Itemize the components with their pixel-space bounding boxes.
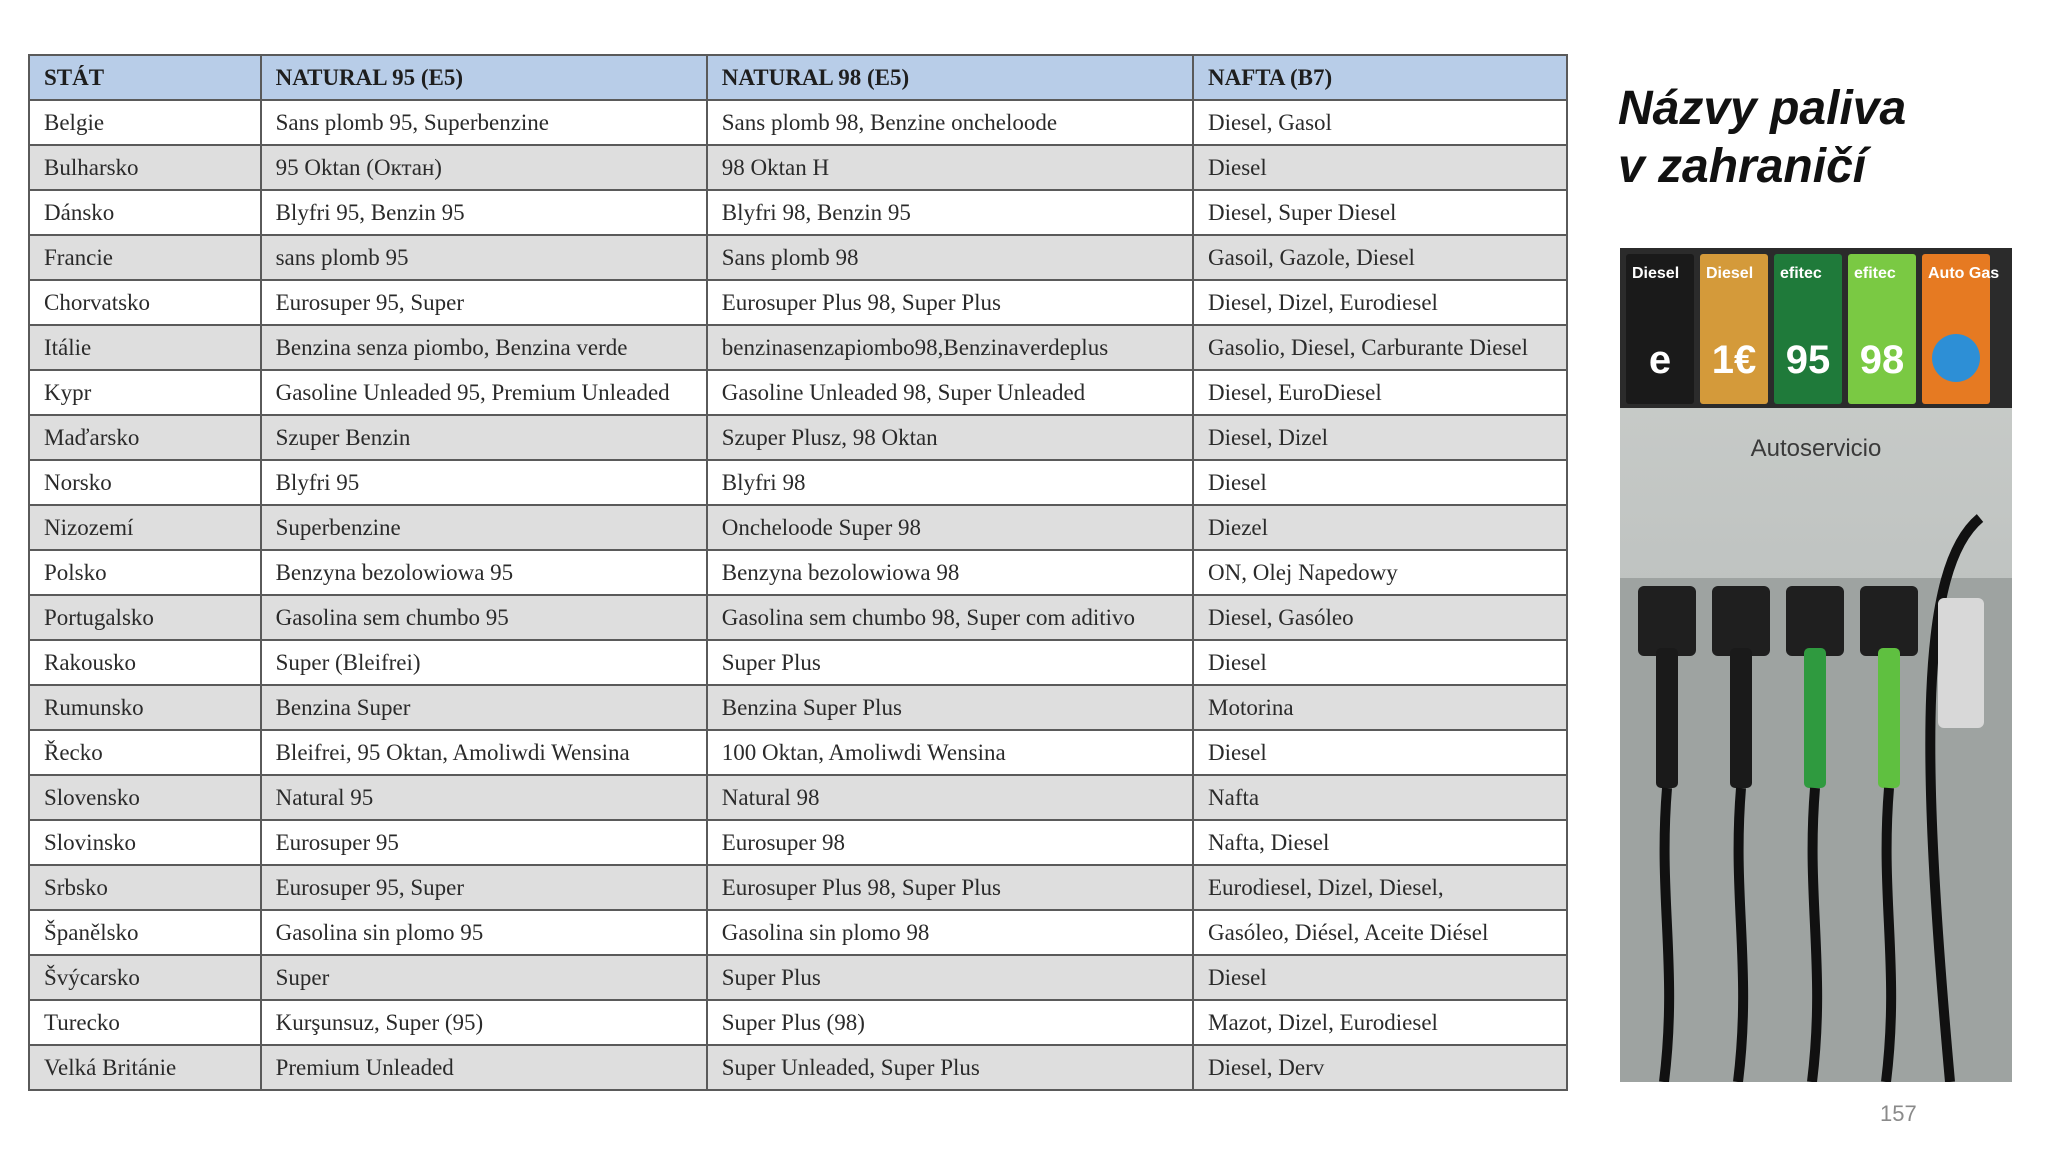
fuel-name-cell: Bleifrei, 95 Oktan, Amoliwdi Wensina — [261, 730, 707, 775]
fuel-label-name: Diesel — [1632, 265, 1680, 282]
fuel-name-cell: Mazot, Dizel, Eurodiesel — [1193, 1000, 1567, 1045]
fuel-label-name: Diesel — [1706, 265, 1754, 282]
fuel-label-number: 98 — [1859, 338, 1905, 382]
fuel-name-cell: Gasolina sin plomo 98 — [707, 910, 1193, 955]
fuel-name-cell: Benzyna bezolowiowa 98 — [707, 550, 1193, 595]
table-row — [29, 190, 1567, 235]
country-cell: Velká Británie — [29, 1045, 261, 1090]
fuel-nozzle — [1656, 648, 1678, 788]
country-cell: Srbsko — [29, 865, 261, 910]
fuel-name-cell: Gasoil, Gazole, Diesel — [1193, 235, 1567, 280]
fuel-name-cell: Eurosuper Plus 98, Super Plus — [707, 865, 1193, 910]
table-row — [29, 280, 1567, 325]
table-row — [29, 775, 1567, 820]
fuel-name-cell: Szuper Benzin — [261, 415, 707, 460]
fuel-name-cell: Super Plus — [707, 640, 1193, 685]
fuel-name-cell: Super — [261, 955, 707, 1000]
fuel-name-cell: Gasolina sem chumbo 95 — [261, 595, 707, 640]
country-cell: Belgie — [29, 100, 261, 145]
table-row — [29, 370, 1567, 415]
table-row — [29, 1045, 1567, 1090]
fuel-pump-illustration — [1620, 248, 2012, 1082]
fuel-label-number: e — [1648, 338, 1672, 382]
nozzle-holster — [1786, 586, 1844, 656]
fuel-name-cell: Eurosuper 95, Super — [261, 280, 707, 325]
fuel-name-cell: Diesel, Dizel, Eurodiesel — [1193, 280, 1567, 325]
fuel-name-cell: Diesel — [1193, 730, 1567, 775]
title-line-1: Názvy paliva — [1618, 82, 1907, 135]
country-cell: Francie — [29, 235, 261, 280]
fuel-name-cell: Gasóleo, Diésel, Aceite Diésel — [1193, 910, 1567, 955]
fuel-name-cell: Sans plomb 98, Benzine oncheloode — [707, 100, 1193, 145]
fuel-name-cell: Blyfri 98, Benzin 95 — [707, 190, 1193, 235]
fuel-name-cell: Diesel, EuroDiesel — [1193, 370, 1567, 415]
fuel-name-cell: Super (Bleifrei) — [261, 640, 707, 685]
fuel-hose — [1886, 788, 1891, 1082]
country-cell: Dánsko — [29, 190, 261, 235]
fuel-name-cell: Eurosuper Plus 98, Super Plus — [707, 280, 1193, 325]
table-header-row — [29, 55, 1567, 100]
fuel-label-number: 1€ — [1711, 338, 1757, 382]
fuel-name-cell: Eurosuper 98 — [707, 820, 1193, 865]
country-cell: Rumunsko — [29, 685, 261, 730]
fuel-name-cell: benzinasenzapiombo98,Benzinaverdeplus — [707, 325, 1193, 370]
fuel-name-cell: Sans plomb 98 — [707, 235, 1193, 280]
fuel-name-cell: Benzina senza piombo, Benzina verde — [261, 325, 707, 370]
country-cell: Řecko — [29, 730, 261, 775]
table-row — [29, 865, 1567, 910]
column-header: STÁT — [29, 55, 261, 100]
table-row — [29, 235, 1567, 280]
country-cell: Portugalsko — [29, 595, 261, 640]
table-row — [29, 640, 1567, 685]
fuel-name-cell: Szuper Plusz, 98 Oktan — [707, 415, 1193, 460]
country-cell: Maďarsko — [29, 415, 261, 460]
fuel-label-name: Auto Gas — [1928, 265, 2000, 282]
fuel-label-number: 95 — [1785, 338, 1831, 382]
table-row — [29, 1000, 1567, 1045]
country-cell: Kypr — [29, 370, 261, 415]
fuel-name-cell: Eurosuper 95 — [261, 820, 707, 865]
globe-icon — [1932, 334, 1980, 382]
fuel-name-cell: Diesel — [1193, 955, 1567, 1000]
fuel-name-cell: Super Plus (98) — [707, 1000, 1193, 1045]
fuel-name-cell: Gasoline Unleaded 98, Super Unleaded — [707, 370, 1193, 415]
country-cell: Španělsko — [29, 910, 261, 955]
table-row — [29, 595, 1567, 640]
fuel-label-name: efitec — [1780, 265, 1822, 282]
slide-title — [1618, 80, 2018, 196]
country-cell: Norsko — [29, 460, 261, 505]
fuel-name-cell: Diesel — [1193, 640, 1567, 685]
table-row — [29, 505, 1567, 550]
table-row — [29, 325, 1567, 370]
fuel-name-cell: Natural 98 — [707, 775, 1193, 820]
page-number: 157 — [1880, 1101, 1917, 1126]
table-row — [29, 415, 1567, 460]
fuel-hose — [1812, 788, 1817, 1082]
fuel-name-cell: Super Unleaded, Super Plus — [707, 1045, 1193, 1090]
fuel-nozzle — [1878, 648, 1900, 788]
fuel-name-cell: Diezel — [1193, 505, 1567, 550]
fuel-name-cell: Diesel — [1193, 145, 1567, 190]
fuel-name-cell: Diesel, Derv — [1193, 1045, 1567, 1090]
country-cell: Itálie — [29, 325, 261, 370]
fuel-nozzle — [1804, 648, 1826, 788]
fuel-name-cell: Blyfri 95 — [261, 460, 707, 505]
table-row — [29, 685, 1567, 730]
country-cell: Slovinsko — [29, 820, 261, 865]
table-row — [29, 100, 1567, 145]
table-row — [29, 820, 1567, 865]
fuel-label-name: efitec — [1854, 265, 1896, 282]
title-line-2: v zahraničí — [1618, 140, 1867, 193]
table-row — [29, 955, 1567, 1000]
fuel-name-cell: sans plomb 95 — [261, 235, 707, 280]
column-header: NAFTA (B7) — [1193, 55, 1567, 100]
fuel-name-cell: 100 Oktan, Amoliwdi Wensina — [707, 730, 1193, 775]
pump-sign-text: Autoservicio — [1750, 435, 1882, 462]
fuel-name-cell: Benzyna bezolowiowa 95 — [261, 550, 707, 595]
nozzle-holster — [1638, 586, 1696, 656]
fuel-name-cell: Diesel, Gasol — [1193, 100, 1567, 145]
fuel-name-cell: Kurşunsuz, Super (95) — [261, 1000, 707, 1045]
table-row — [29, 145, 1567, 190]
fuel-name-cell: Oncheloode Super 98 — [707, 505, 1193, 550]
fuel-nozzle — [1730, 648, 1752, 788]
table-row — [29, 910, 1567, 955]
fuel-name-cell: Gasoline Unleaded 95, Premium Unleaded — [261, 370, 707, 415]
table-row — [29, 550, 1567, 595]
country-cell: Turecko — [29, 1000, 261, 1045]
country-cell: Nizozemí — [29, 505, 261, 550]
fuel-name-cell: Benzina Super — [261, 685, 707, 730]
country-cell: Bulharsko — [29, 145, 261, 190]
fuel-pump-photo — [1620, 248, 2012, 1082]
fuel-name-cell: Blyfri 95, Benzin 95 — [261, 190, 707, 235]
fuel-name-cell: Blyfri 98 — [707, 460, 1193, 505]
nozzle-holster — [1712, 586, 1770, 656]
column-header: NATURAL 98 (E5) — [707, 55, 1193, 100]
fuel-name-cell: Premium Unleaded — [261, 1045, 707, 1090]
table-row — [29, 460, 1567, 505]
fuel-name-cell: Natural 95 — [261, 775, 707, 820]
fuel-name-cell: Super Plus — [707, 955, 1193, 1000]
table-row — [29, 730, 1567, 775]
fuel-name-cell: Gasolina sem chumbo 98, Super com aditivo — [707, 595, 1193, 640]
fuel-name-cell: Motorina — [1193, 685, 1567, 730]
nozzle-holster — [1860, 586, 1918, 656]
fuel-name-cell: Benzina Super Plus — [707, 685, 1193, 730]
fuel-name-cell: Diesel, Gasóleo — [1193, 595, 1567, 640]
fuel-hose — [1664, 788, 1669, 1082]
fuel-name-cell: ON, Olej Napedowy — [1193, 550, 1567, 595]
country-cell: Chorvatsko — [29, 280, 261, 325]
lpg-nozzle-holder — [1938, 598, 1984, 728]
fuel-name-cell: Gasolio, Diesel, Carburante Diesel — [1193, 325, 1567, 370]
country-cell: Polsko — [29, 550, 261, 595]
fuel-name-cell: Eurosuper 95, Super — [261, 865, 707, 910]
fuel-name-cell: Diesel, Super Diesel — [1193, 190, 1567, 235]
fuel-name-cell: 98 Oktan H — [707, 145, 1193, 190]
fuel-name-cell: Sans plomb 95, Superbenzine — [261, 100, 707, 145]
fuel-hose — [1738, 788, 1743, 1082]
column-header: NATURAL 95 (E5) — [261, 55, 707, 100]
fuel-name-cell: 95 Oktan (Октан) — [261, 145, 707, 190]
fuel-name-cell: Eurodiesel, Dizel, Diesel, — [1193, 865, 1567, 910]
fuel-name-cell: Superbenzine — [261, 505, 707, 550]
fuel-names-table — [28, 54, 1568, 1091]
fuel-name-cell: Diesel — [1193, 460, 1567, 505]
country-cell: Slovensko — [29, 775, 261, 820]
fuel-name-cell: Diesel, Dizel — [1193, 415, 1567, 460]
fuel-name-cell: Nafta — [1193, 775, 1567, 820]
fuel-name-cell: Gasolina sin plomo 95 — [261, 910, 707, 955]
fuel-name-cell: Nafta, Diesel — [1193, 820, 1567, 865]
country-cell: Švýcarsko — [29, 955, 261, 1000]
country-cell: Rakousko — [29, 640, 261, 685]
